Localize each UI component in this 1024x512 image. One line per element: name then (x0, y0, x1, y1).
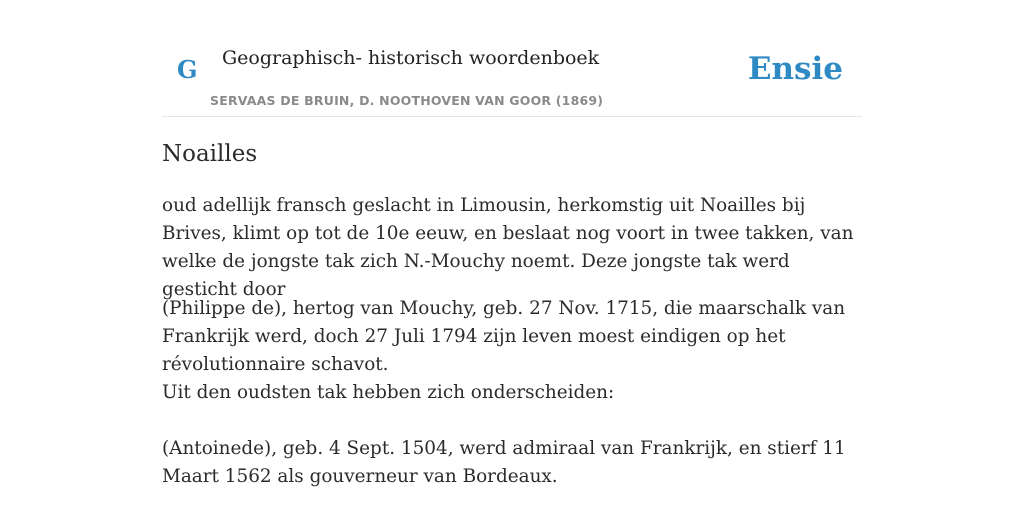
book-author: SERVAAS DE BRUIN, D. NOOTHOVEN VAN GOOR (1869) (210, 93, 604, 108)
page (162, 0, 862, 512)
ensie-logo-link[interactable]: Ensie (747, 51, 843, 87)
entry-paragraph: Uit den oudsten tak hebben zich onderscheiden: (162, 382, 615, 403)
entry-title: Noailles (162, 141, 258, 167)
entry-paragraph: (Antoinede), geb. 4 Sept. 1504, werd admiraal van Frankrijk, en stierf 11 Maart 1562 als gouverneur van Bordeaux. (162, 438, 846, 487)
entry-paragraph: (Philippe de), hertog van Mouchy, geb. 27 Nov. 1715, die maarschalk van Frankrijk werd, doch 27 Juli 1794 zijn leven moest eindigen op het révolutionnaire schavot. (162, 298, 846, 375)
book-title[interactable]: Geographisch- historisch woordenboek (222, 47, 600, 69)
book-header (162, 0, 862, 117)
book-logo-letter[interactable]: G (177, 55, 198, 84)
entry-paragraph: oud adellijk fransch geslacht in Limousin, herkomstig uit Noailles bij Brives, klimt op tot de 10e eeuw, en beslaat nog voort in twee takken, van welke de jongste tak zich N.-Mouchy noemt. Deze jongste tak werd gesticht door (162, 195, 854, 300)
